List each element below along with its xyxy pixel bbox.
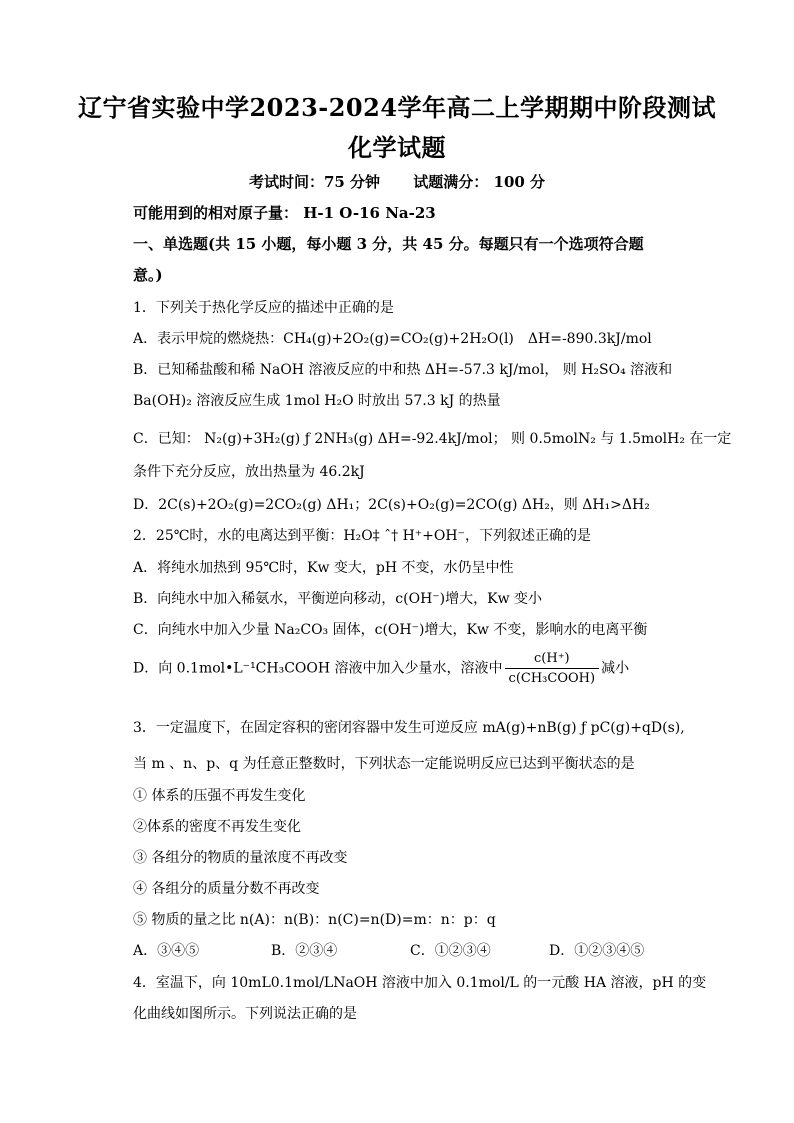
q2-fraction-numerator: c(H⁺): [534, 651, 570, 666]
q2-option-c: C．向纯水中加入少量 Na₂CO₃ 固体，c(OH⁻)增大，Kw 不变，影响水的电离平衡: [133, 622, 648, 638]
q2-fraction-denominator: c(CH₃COOH): [505, 668, 600, 686]
atomic-mass-line: 可能用到的相对原子量： H-1 O-16 Na-23: [133, 204, 436, 222]
q2-option-d-suffix: 减小: [601, 660, 630, 677]
q1-option-d: D．2C(s)+2O₂(g)=2CO₂(g) ΔH₁；2C(s)+O₂(g)=2CO(g) ΔH₂，则 ΔH₁>ΔH₂: [133, 497, 650, 513]
document-subtitle: 化学试题: [348, 133, 446, 162]
q3-stem: 3．一定温度下，在固定容积的密闭容器中发生可逆反应 mA(g)+nB(g) ƒ pC(g)+qD(s),: [133, 720, 685, 736]
full-score: 试题满分： 100 分: [413, 173, 546, 191]
exam-meta: [0, 171, 794, 192]
q3-option-d: D．①②③④⑤: [549, 943, 645, 959]
section-heading-cont: 意。): [133, 266, 163, 284]
q1-option-a: A．表示甲烷的燃烧热：CH₄(g)+2O₂(g)=CO₂(g)+2H₂O(l) ΔH=-890.3kJ/mol: [133, 331, 652, 347]
q1-option-c: C．已知： N₂(g)+3H₂(g) ƒ 2NH₃(g) ΔH=-92.4kJ/mol； 则 0.5molN₂ 与 1.5molH₂ 在一定: [133, 431, 732, 447]
q3-stem-cont: 当 m 、n、p、q 为任意正整数时，下列状态一定能说明反应已达到平衡状态的是: [133, 756, 635, 772]
q1-stem: 1．下列关于热化学反应的描述中正确的是: [133, 300, 394, 316]
section-heading: 一、单选题(共 15 小题，每小题 3 分，共 45 分。每题只有一个选项符合题: [133, 235, 644, 253]
q3-item-5: ⑤ 物质的量之比 n(A)：n(B)：n(C)=n(D)=m：n：p：q: [133, 912, 496, 928]
document-title: 辽宁省实验中学2023-2024学年高二上学期期中阶段测试: [77, 93, 717, 122]
q4-stem-cont: 化曲线如图所示。下列说法正确的是: [133, 1006, 357, 1022]
q1-option-b: B．已知稀盐酸和稀 NaOH 溶液反应的中和热 ΔH=-57.3 kJ/mol， 则 H₂SO₄ 溶液和: [133, 362, 673, 378]
q2-fraction: [505, 651, 600, 686]
q3-option-a: A．③④⑤: [133, 943, 200, 959]
exam-time: 考试时间：75 分钟: [248, 173, 381, 191]
q2-option-d: [133, 651, 629, 686]
q2-stem: 2．25℃时，水的电离达到平衡：H₂O‡ ˆ† H⁺+OH⁻，下列叙述正确的是: [133, 528, 591, 544]
q1-option-b-cont: Ba(OH)₂ 溶液反应生成 1mol H₂O 时放出 57.3 kJ 的热量: [133, 393, 501, 409]
q2-option-d-text: D．向 0.1mol•L⁻¹CH₃COOH 溶液中加入少量水，溶液中: [133, 660, 503, 677]
q3-item-1: ① 体系的压强不再发生变化: [133, 788, 306, 804]
q3-item-3: ③ 各组分的物质的量浓度不再改变: [133, 850, 348, 866]
q3-option-c: C．①②③④: [410, 943, 491, 959]
q3-item-4: ④ 各组分的质量分数不再改变: [133, 881, 320, 897]
q4-stem: 4．室温下，向 10mL0.1mol/LNaOH 溶液中加入 0.1mol/L 的一元酸 HA 溶液，pH 的变: [133, 975, 707, 991]
q3-option-b: B．②③④: [271, 943, 338, 959]
q2-option-b: B．向纯水中加入稀氨水，平衡逆向移动，c(OH⁻)增大，Kw 变小: [133, 591, 543, 607]
q1-option-c-cont: 条件下充分反应，放出热量为 46.2kJ: [133, 464, 365, 480]
q2-option-a: A．将纯水加热到 95℃时，Kw 变大，pH 不变，水仍呈中性: [133, 560, 514, 576]
q3-item-2: ②体系的密度不再发生变化: [133, 819, 301, 835]
